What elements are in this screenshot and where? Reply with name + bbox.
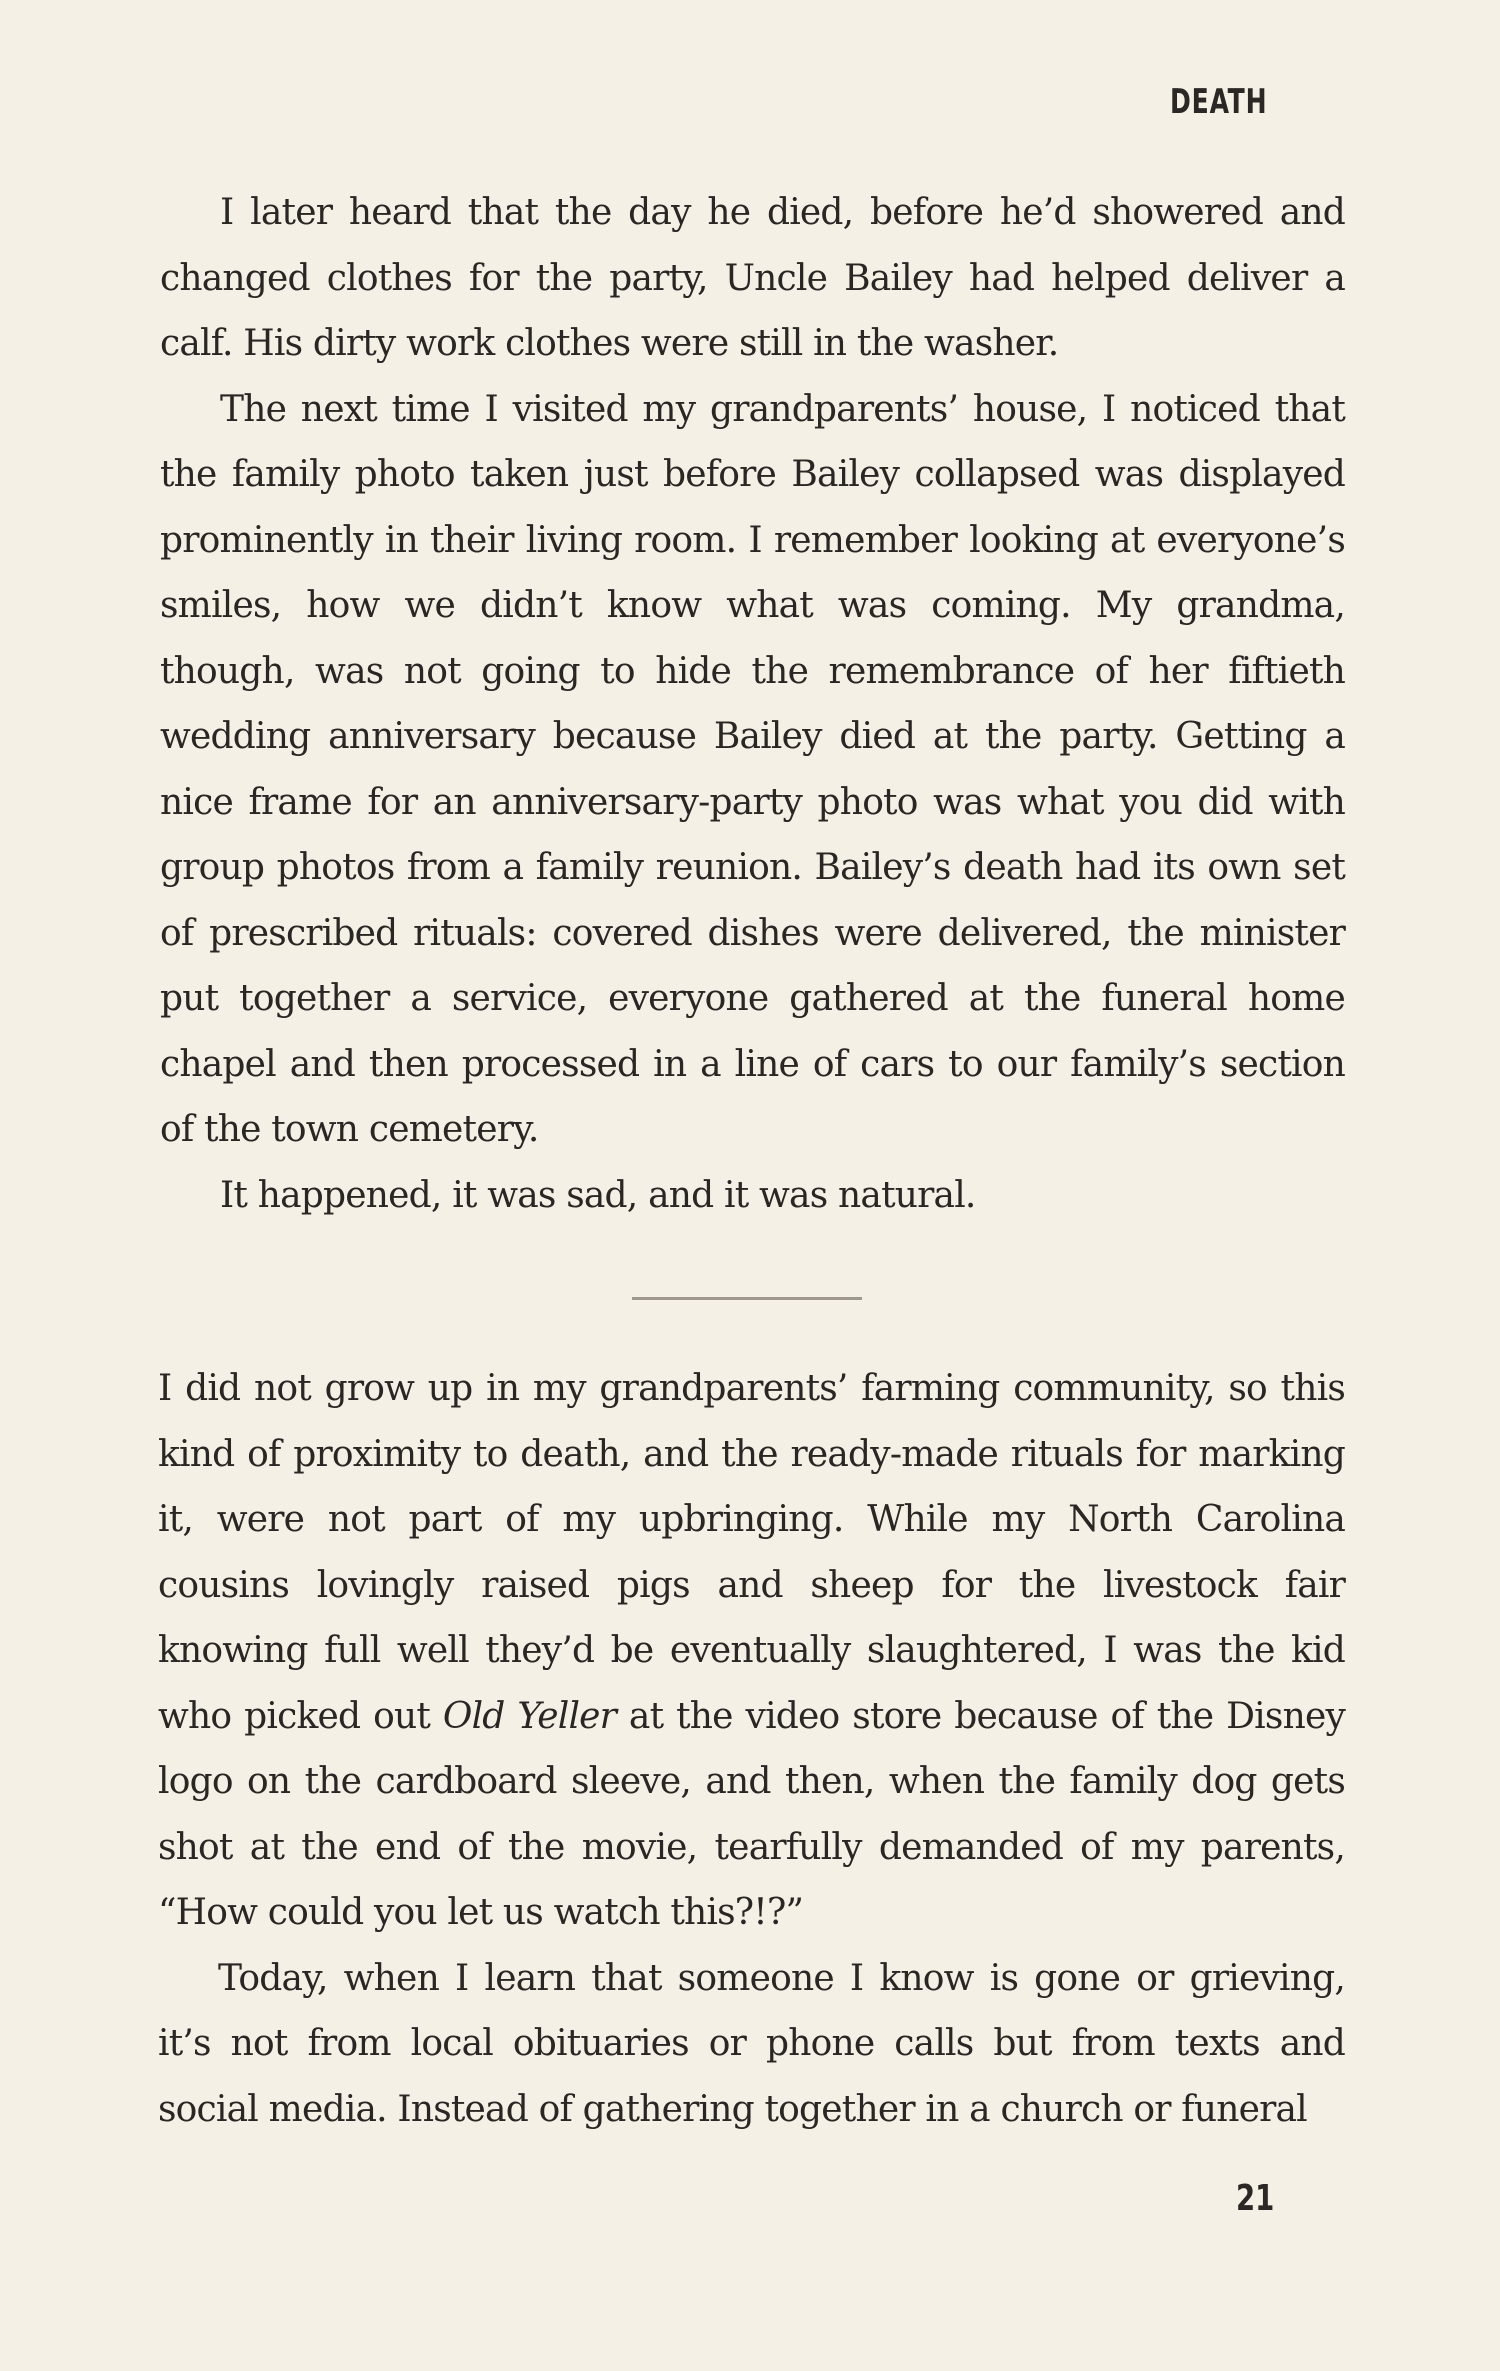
paragraph-4 [158, 1356, 1345, 1946]
running-head: DEATH [1170, 82, 1268, 122]
paragraph-4-part-1: I did not grow up in my grandparents’ farming community, so this kind of proximity to death, and the ready-made rituals for marking it, were not part of my upbringing. While my North Carolina cousins lovingly raised pigs and sheep for the livestock fair knowing full well they’d be eventually slaughtered, I was the kid who picked out [158, 1368, 1345, 1737]
section-break-rule [632, 1297, 862, 1300]
page-number: 21 [1236, 2178, 1275, 2219]
paragraph-3: It happened, it was sad, and it was natural. [220, 1174, 976, 1216]
paragraph-5: Today, when I learn that someone I know is gone or grieving, it’s not from local obituaries or phone calls but from texts and social media. Instead of gathering together in a church or funeral [158, 1957, 1345, 2130]
paragraph-2: The next time I visited my grandparents’ house, I noticed that the family photo taken just before Bailey collapsed was displayed prominently in their living room. I remember looking at everyone’s smiles, how we didn’t know what was coming. My grandma, though, was not going to hide the remembrance of her fiftieth wedding anniversary because Bailey died at the party. Getting a nice frame for an anniversary-party photo was what you did with group photos from a family reunion. Bailey’s death had its own set of prescribed rituals: covered dishes were delivered, the minister put together a service, everyone gathered at the funeral home chapel and then processed in a line of cars to our family’s section of the town cemetery. [160, 388, 1345, 1150]
section-2 [158, 1356, 1345, 2142]
paragraph-1: I later heard that the day he died, before he’d showered and changed clothes for the party, Uncle Bailey had helped deliver a calf. His dirty work clothes were still in the washer. [160, 192, 1345, 364]
section-1 [160, 180, 1345, 1228]
film-title: Old Yeller [442, 1695, 617, 1737]
paragraph-4-part-2: at the video store because of the Disney logo on the cardboard sleeve, and then, when the family dog gets shot at the end of the movie, tearfully demanded of my parents, “How could you let us watch this?!?” [158, 1695, 1345, 1933]
